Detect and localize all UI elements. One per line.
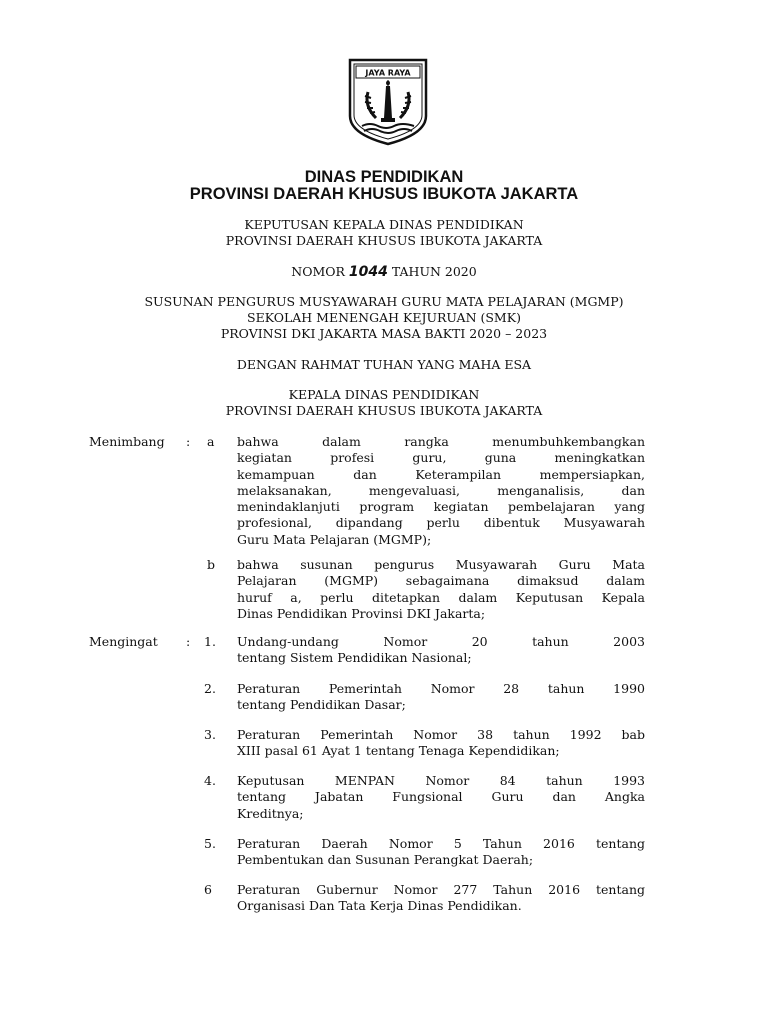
- text-line: profesional, dipandang perlu dibentuk Musyawarah: [237, 515, 645, 531]
- menimbang-label: Menimbang: [89, 434, 165, 449]
- subject-line2: SEKOLAH MENENGAH KEJURUAN (SMK): [247, 310, 521, 325]
- nomor-year: TAHUN 2020: [391, 264, 477, 279]
- jakarta-emblem: [346, 56, 430, 146]
- text-line: huruf a, perlu ditetapkan dalam Keputusan Kepala: [237, 589, 645, 605]
- decree-title-line1: KEPUTUSAN KEPALA DINAS PENDIDIKAN: [244, 217, 524, 232]
- mengingat-item-1: [237, 634, 645, 667]
- decree-title-line2: PROVINSI DAERAH KHUSUS IBUKOTA JAKARTA: [225, 233, 543, 248]
- text-line: bahwa susunan pengurus Musyawarah Guru Mata: [237, 557, 645, 572]
- subject-line3: PROVINSI DKI JAKARTA MASA BAKTI 2020 – 2023: [220, 326, 548, 341]
- mengingat-marker-5: 5.: [204, 836, 216, 851]
- mengingat-colon: :: [186, 634, 191, 649]
- mengingat-item-5: [237, 836, 645, 869]
- coat-of-arms-icon: [346, 56, 430, 146]
- issuer-line1: KEPALA DINAS PENDIDIKAN: [288, 387, 480, 402]
- text-line: Organisasi Dan Tata Kerja Dinas Pendidikan.: [237, 898, 522, 914]
- text-line: bahwa dalam rangka menumbuhkembangkan: [237, 434, 645, 449]
- menimbang-marker-a: a: [207, 434, 215, 449]
- mengingat-marker-2: 2.: [204, 681, 216, 696]
- mengingat-marker-6: 6: [204, 882, 212, 897]
- text-line: Pelajaran (MGMP) sebagaimana dimaksud dalam: [237, 573, 645, 589]
- org-name-line2: PROVINSI DAERAH KHUSUS IBUKOTA JAKARTA: [189, 185, 579, 203]
- text-line: Kreditnya;: [237, 805, 304, 821]
- mengingat-item-6: [237, 882, 645, 915]
- subject-line1: SUSUNAN PENGURUS MUSYAWARAH GURU MATA PELAJARAN (MGMP): [144, 294, 624, 309]
- text-line: Peraturan Daerah Nomor 5 Tahun 2016 tentang: [237, 836, 645, 851]
- text-line: Guru Mata Pelajaran (MGMP);: [237, 531, 432, 547]
- mengingat-item-3: [237, 727, 645, 760]
- org-name-line1: DINAS PENDIDIKAN: [304, 168, 464, 186]
- nomor-handwritten-number: 1044: [348, 264, 388, 280]
- text-line: Keputusan MENPAN Nomor 84 tahun 1993: [237, 773, 645, 788]
- blessing-line: DENGAN RAHMAT TUHAN YANG MAHA ESA: [236, 357, 532, 372]
- mengingat-marker-3: 3.: [204, 727, 216, 742]
- issuer-line2: PROVINSI DAERAH KHUSUS IBUKOTA JAKARTA: [225, 403, 543, 418]
- text-line: Pembentukan dan Susunan Perangkat Daerah;: [237, 852, 534, 868]
- text-line: Peraturan Pemerintah Nomor 28 tahun 1990: [237, 681, 645, 696]
- decree-number: [0, 264, 768, 280]
- text-line: Undang-undang Nomor 20 tahun 2003: [237, 634, 645, 649]
- text-line: tentang Pendidikan Dasar;: [237, 697, 406, 713]
- menimbang-marker-b: b: [207, 557, 216, 572]
- mengingat-marker-4: 4.: [204, 773, 216, 788]
- text-line: XIII pasal 61 Ayat 1 tentang Tenaga Kependidikan;: [237, 743, 560, 759]
- menimbang-colon: :: [186, 434, 191, 449]
- text-line: kegiatan profesi guru, guna meningkatkan: [237, 450, 645, 466]
- text-line: melaksanakan, mengevaluasi, menganalisis, dan: [237, 482, 645, 498]
- text-line: tentang Jabatan Fungsional Guru dan Angka: [237, 789, 645, 805]
- menimbang-item-b: [237, 557, 645, 622]
- menimbang-item-a: [237, 434, 645, 548]
- text-line: tentang Sistem Pendidikan Nasional;: [237, 650, 472, 666]
- mengingat-label: Mengingat: [89, 634, 158, 649]
- mengingat-item-2: [237, 681, 645, 714]
- mengingat-marker-1: 1.: [204, 634, 216, 649]
- nomor-prefix: NOMOR: [291, 264, 345, 279]
- mengingat-item-4: [237, 773, 645, 822]
- text-line: Dinas Pendidikan Provinsi DKI Jakarta;: [237, 605, 486, 621]
- emblem-banner: JAYA RAYA: [365, 68, 411, 78]
- text-line: Peraturan Gubernur Nomor 277 Tahun 2016 tentang: [237, 882, 645, 897]
- text-line: kemampuan dan Keterampilan mempersiapkan,: [237, 466, 645, 482]
- text-line: menindaklanjuti program kegiatan pembelajaran yang: [237, 499, 645, 515]
- text-line: Peraturan Pemerintah Nomor 38 tahun 1992 bab: [237, 727, 645, 742]
